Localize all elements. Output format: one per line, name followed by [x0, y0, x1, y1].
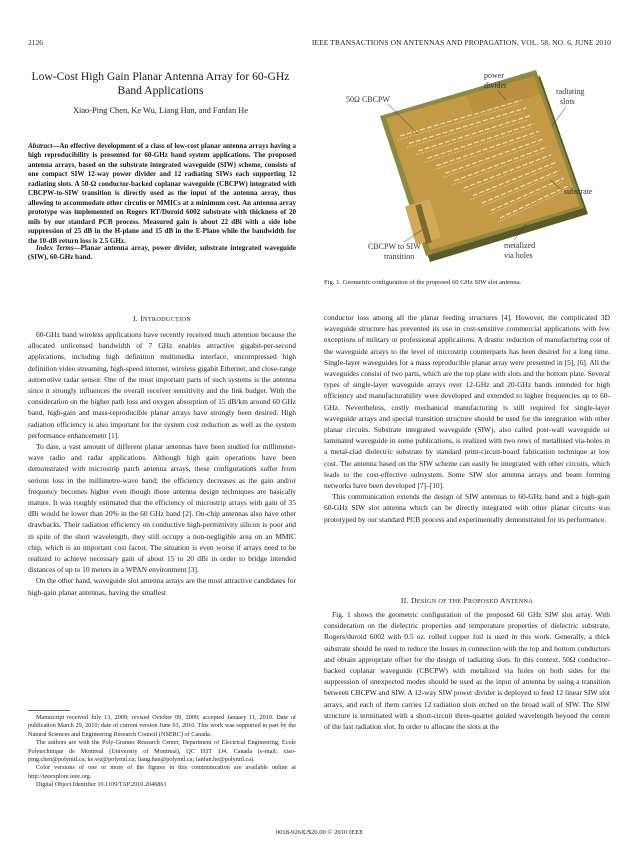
left-column-body	[28, 329, 296, 598]
abstract-text: —An effective development of a class of low-cost planar antenna arrays having a high reproducibility is presented for 60-GHz band system applications. The proposed antenna arrays, based on the substrate integrated waveguide (SIW) scheme, consists of one compact SIW 12-way power divider and 12 radiating SIWs each supporting 12 radiating slots. A 50-Ω conductor-backed coplanar waveguide (CBCPW) integrated with CBCPW-to-SIW transition is directly used as the input of the antenna array, thus allowing to accommodate other circuits or MMICs at a minimum cost. An antenna array prototype was implemented on Rogers RT/Duroid 6002 substrate with thickness of 20 mils by our standard PCB process. Measured gain is about 22 dBi with a side lobe suppression of 25 dB in the H-plane and 15 dB in the E-Plane while the bandwidth for the 10-dB return loss is 2.5 GHz.	[28, 142, 296, 245]
footnote: The authors are with the Poly-Grames Research Center, Department of Electrical Engineering, Ecole Polytechnique de Montreal (University of Montreal), QC H3T 1J4, Canada (e-mail: xiao-ping.chen@polymtl.ca; ke.wu@polymtl.ca; liang.han@polymtl.ca; fanfan.he@polymtl.ca).	[28, 739, 296, 764]
footnote: Manuscript received July 13, 2009; revised October 09, 2009; accepted January 11, 2010. Date of publication March 29, 2010; date of current version June 03, 2010. This work was supported in part by the Natural Sciences and Engineering Research Council (NSERC) of Canada.	[28, 714, 296, 738]
paragraph: On the other hand, waveguide slot antenna arrays are the most attractive candidates for high-gain planar antennas, having the smallest	[28, 576, 296, 597]
section-number: I.	[132, 314, 138, 323]
paper-title: Low-Cost High Gain Planar Antenna Array for 60-GHz Band Applications	[31, 70, 290, 97]
label-transition-b: transition	[384, 252, 415, 261]
section-smallcaps: ROPOSED	[467, 598, 501, 605]
footnote: Color versions of one or more of the figures in this communication are available online at http://ieeexplore.ieee.org.	[28, 764, 296, 780]
label-cbcpw: 50Ω CBCPW	[346, 95, 390, 104]
paragraph: This communication extends the design of SIW antennas to 60-GHz band and a high-gain 60-GHz SIW slot antenna which can be directly integrated with other planar circuits was prototyped by our standard PCB process and experimentally demonstrated for its performance.	[324, 492, 610, 524]
copyright-footer: 0018-926X/$26.00 © 2010 IEEE	[275, 829, 364, 836]
right-column-body-2	[324, 609, 610, 732]
section-number: II.	[400, 596, 409, 605]
paragraph: Fig. 1 shows the geometric configuration of the proposed 60 GHz SIW slot array. With consideration on the dielectric properties and temperature properties of dielectric substrate, Rogers/duroid 6002 with 0.5 oz. rolled copper foil is used in this work. Generally, a thick substrate should be used to reduce the losses in connection with the top and bottom conductors and obtain appropriate offset for the design of radiating slots. In this context, 50Ω conductor-backed coplanar waveguide (CBCPW) with metalized via holes on both sides for the suppression of unexpected modes should be used as the input of antenna by using a transition between CBCPW and SIW. A 12-way SIW power divider is deployed to feed 12 linear SIW slot arrays, and each of them carries 12 radiation slots etched on the broad wall of SIW. The SIW structure is terminated with a short-circuit three-quarter guided wavelength beyond the centre of the last radiation slot. In order to allocate the slots at the	[324, 610, 610, 732]
abstract-label: Abstract	[28, 142, 53, 150]
figure-1	[326, 64, 608, 272]
footnotes	[28, 714, 296, 790]
right-column-body	[324, 312, 610, 525]
label-power: power	[484, 71, 504, 80]
paragraph: To date, a vast amount of different planar antennas have been studied for millimeter-wave radio and radar applications. Although high gain operations have been demonstrated with microstrip patch antenna arrays, these configurations suffer from serious loss in the millimetre-wave band; the efficiency decreases as the gain and/or frequency becomes higher even though those antenna design techniques are basically mature. It was roughly estimated that the efficiency of microstrip arrays with gain of 35 dBi would be lower than 20% in the 60 GHz band [2]. On-chip antennas also have other drawbacks. Their radiation efficiency on conductive high-permittivity silicon is poor and in spite of the short wavelength, they still occupy a non-negligible area on an MMIC chip, which is an important cost factor. The situation is even worse if arrays need to be realized to achieve necessary gain of about 15 to 20 dBi in order to bridge intended distances of up to 10 meters in a WPAN environment [3].	[28, 442, 296, 575]
abstract	[28, 142, 296, 246]
label-divider: divider	[484, 81, 507, 90]
page-number: 2126	[28, 38, 43, 47]
paper-authors: Xiao-Ping Chen, Ke Wu, Liang Han, and Fanfan He	[72, 106, 249, 115]
section-smallcaps: ESIGN OF THE	[416, 598, 464, 605]
section-heading-introduction	[28, 314, 296, 323]
label-metalized: metalized	[504, 241, 536, 250]
section-smallcaps: NTRODUCTION	[143, 316, 192, 323]
paragraph: 60-GHz band wireless applications have recently received much attention because the allocated unlicensed bandwidth of 7 GHz enables attractive gigabit-per-second applications, including high definition multimedia interface, uncompressed high definition video streaming, high-speed internet, wireless gigabit Ethernet, and close-range automotive radar sensor. One of the most important parts of such systems is the antenna since it strongly influences the overall receiver sensitivity and the link budget. With the consideration on the higher path loss and oxygen absorption of 15 dB/km around 60 GHz band, high-gain and mass-reproducible planar arrays have strongly been desired. High radiation efficiency is also important for the system cost reduction as well as the system performance enhancement [1].	[28, 330, 296, 440]
label-radiating: radiating	[556, 87, 585, 96]
label-via-holes: via holes	[504, 251, 533, 260]
figure-caption: Fig. 1. Geometric configuration of the proposed 60 GHz SIW slot antenna.	[324, 279, 522, 286]
label-slots: slots	[560, 97, 575, 106]
section-initial: I	[140, 314, 144, 323]
antenna-board	[380, 70, 588, 262]
label-substrate: substrate	[564, 187, 593, 196]
index-terms	[28, 244, 296, 263]
section-initial: D	[410, 596, 417, 605]
running-head: IEEE TRANSACTIONS ON ANTENNAS AND PROPAGATION, VOL. 58, NO. 6, JUNE 2010	[311, 38, 611, 47]
section-smallcaps: NTENNA	[505, 598, 534, 605]
section-initial: A	[500, 596, 506, 605]
paragraph: conductor loss among all the planar feeding structures [4]. However, the complicated 3D waveguide structure has prevented its use in cost-sensitive commercial applications with few exceptions of military or professional applications. A drastic reduction of manufacturing cost of the waveguide arrays to the level of microstrip counterparts has been desired for a long time. Single-layer waveguides for a mass reproducible planar array were presented in [5], [6]. All the waveguides consist of two parts, which are the top plate with slots and the bottom plate. Several types of single-layer waveguide arrays over 12-GHz and 20-GHz bands intended for high efficiency and manufacturability were developed and extended to higher frequencies up to 60-GHz. Nevertheless, costly mechanical manufacturing is still required for single-layer waveguide arrays and special transition structure should be used for the integration with other planar circuits. Substrate integrated waveguide (SIW), also called post-wall waveguide or laminated waveguide in some publications, is realized with two rows of metallised via-holes in a metal-clad dielectric substrate by standard print-circuit-board fabrication technique at low cost. The antenna based on the SIW scheme can easily be integrated with other circuits, which leads to the cost-effective subsystem. Some SIW slot antenna arrays and beam forming networks have been developed [7]–[10].	[324, 313, 610, 491]
index-terms-text: —Planar antenna array, power divider, substrate integrated waveguide (SIW), 60-GHz band.	[28, 244, 296, 262]
footnote-rule	[28, 710, 70, 711]
footnote: Digital Object Identifier 10.1109/TAP.2010.2046861	[36, 781, 167, 789]
section-initial: P	[463, 596, 468, 605]
index-terms-label: Index Terms	[36, 244, 74, 252]
label-transition-a: CBCPW to SIW	[368, 242, 421, 251]
section-heading-design	[324, 596, 610, 605]
